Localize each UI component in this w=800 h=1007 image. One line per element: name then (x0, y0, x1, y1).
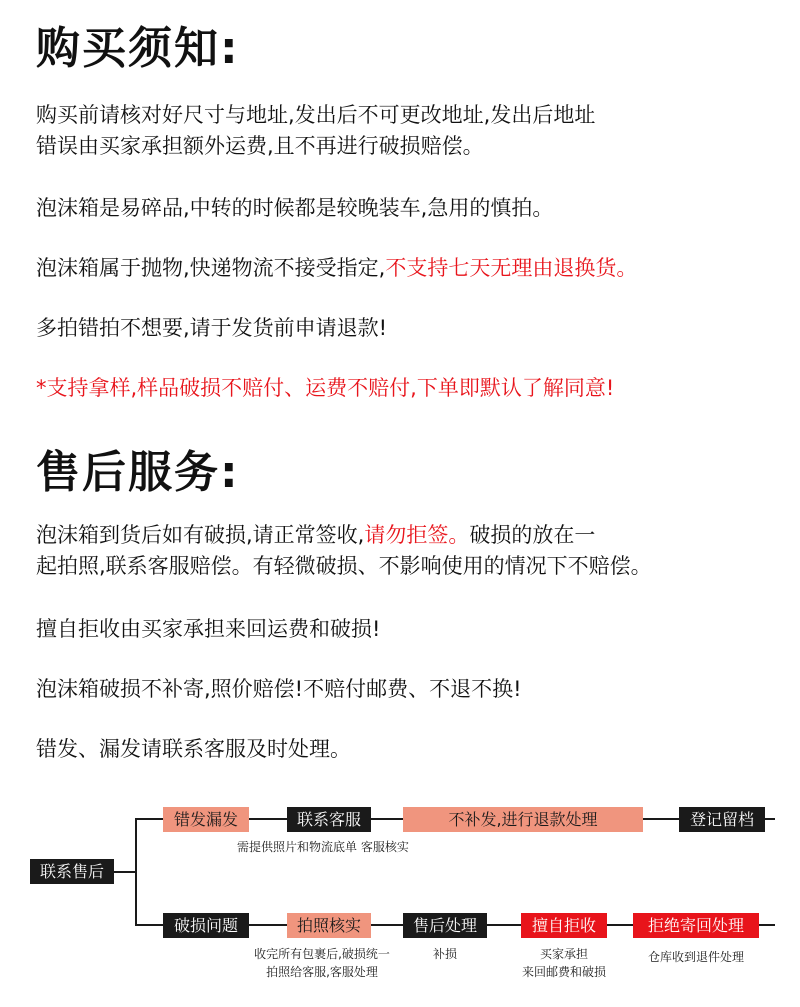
vertical-connector (135, 818, 137, 926)
bottom-note-compensate: 补损 (432, 947, 457, 961)
register-archive-box: 登记留档 (679, 807, 765, 832)
after-sales-p1-text-b: 破损的放在一 (469, 523, 596, 547)
contact-service-box: 联系客服 (287, 807, 371, 832)
bottom-note-warehouse: 仓库收到退件处理 (647, 950, 744, 964)
purchase-paragraph-2: 泡沫箱是易碎品,中转的时候都是较晚装车,急用的慎拍。 (36, 196, 554, 220)
after-sales-p1-warning: 请勿拒签。 (364, 523, 470, 547)
after-sales-handling-box: 售后处理 (403, 913, 487, 938)
after-sales-p1-line2: 起拍照,联系客服赔偿。有轻微破损、不影响使用的情况下不赔偿。 (36, 554, 652, 578)
after-sales-p1-text-a: 泡沫箱到货后如有破损,请正常签收, (36, 523, 365, 547)
after-sales-paragraph-4: 错发、漏发请联系客服及时处理。 (36, 737, 351, 761)
purchase-p1-line1: 购买前请核对好尺寸与地址,发出后不可更改地址,发出后地址 (36, 103, 596, 127)
after-sales-title: 售后服务: (36, 447, 240, 498)
unauthorized-rejection-box: 擅自拒收 (521, 913, 607, 938)
damage-issue-box: 破损问题 (163, 913, 249, 938)
contact-after-sales-box: 联系售后 (30, 859, 114, 884)
photo-verify-box: 拍照核实 (287, 913, 371, 938)
refund-no-reship-box: 不补发,进行退款处理 (403, 807, 643, 832)
refuse-return-box: 拒绝寄回处理 (633, 913, 759, 938)
top-note-photos: 需提供照片和物流底单 客服核实 (237, 840, 409, 854)
purchase-notice-title: 购买须知: (36, 23, 240, 74)
bottom-note-photos-line2: 拍照给客服,客服处理 (266, 965, 378, 979)
bottom-note-buyer-line1: 买家承担 (539, 947, 588, 961)
root-connector (112, 871, 137, 873)
purchase-p1-line2: 错误由买家承担额外运费,且不再进行破损赔偿。 (36, 134, 484, 158)
after-sales-paragraph-3: 泡沫箱破损不补寄,照价赔偿!不赔付邮费、不退不换! (36, 677, 522, 701)
purchase-sample-warning: *支持拿样,样品破损不赔付、运费不赔付,下单即默认了解同意! (36, 376, 615, 400)
wrong-missing-shipment-box: 错发漏发 (163, 807, 249, 832)
bottom-note-photos-line1: 收完所有包裹后,破损统一 (254, 947, 390, 961)
after-sales-paragraph-2: 擅自拒收由买家承担来回运费和破损! (36, 617, 381, 641)
purchase-paragraph-3 (36, 253, 786, 284)
bottom-note-buyer-line2: 来回邮费和破损 (521, 965, 606, 979)
purchase-paragraph-1 (36, 100, 786, 162)
after-sales-paragraph-1 (36, 520, 786, 582)
purchase-p3-warning: 不支持七天无理由退换货。 (385, 256, 638, 280)
purchase-paragraph-4: 多拍错拍不想要,请于发货前申请退款! (36, 316, 388, 340)
purchase-p3-text: 泡沫箱属于抛物,快递物流不接受指定, (36, 256, 386, 280)
bottom-note-photos (248, 945, 396, 981)
bottom-note-buyer-pays (512, 945, 616, 981)
